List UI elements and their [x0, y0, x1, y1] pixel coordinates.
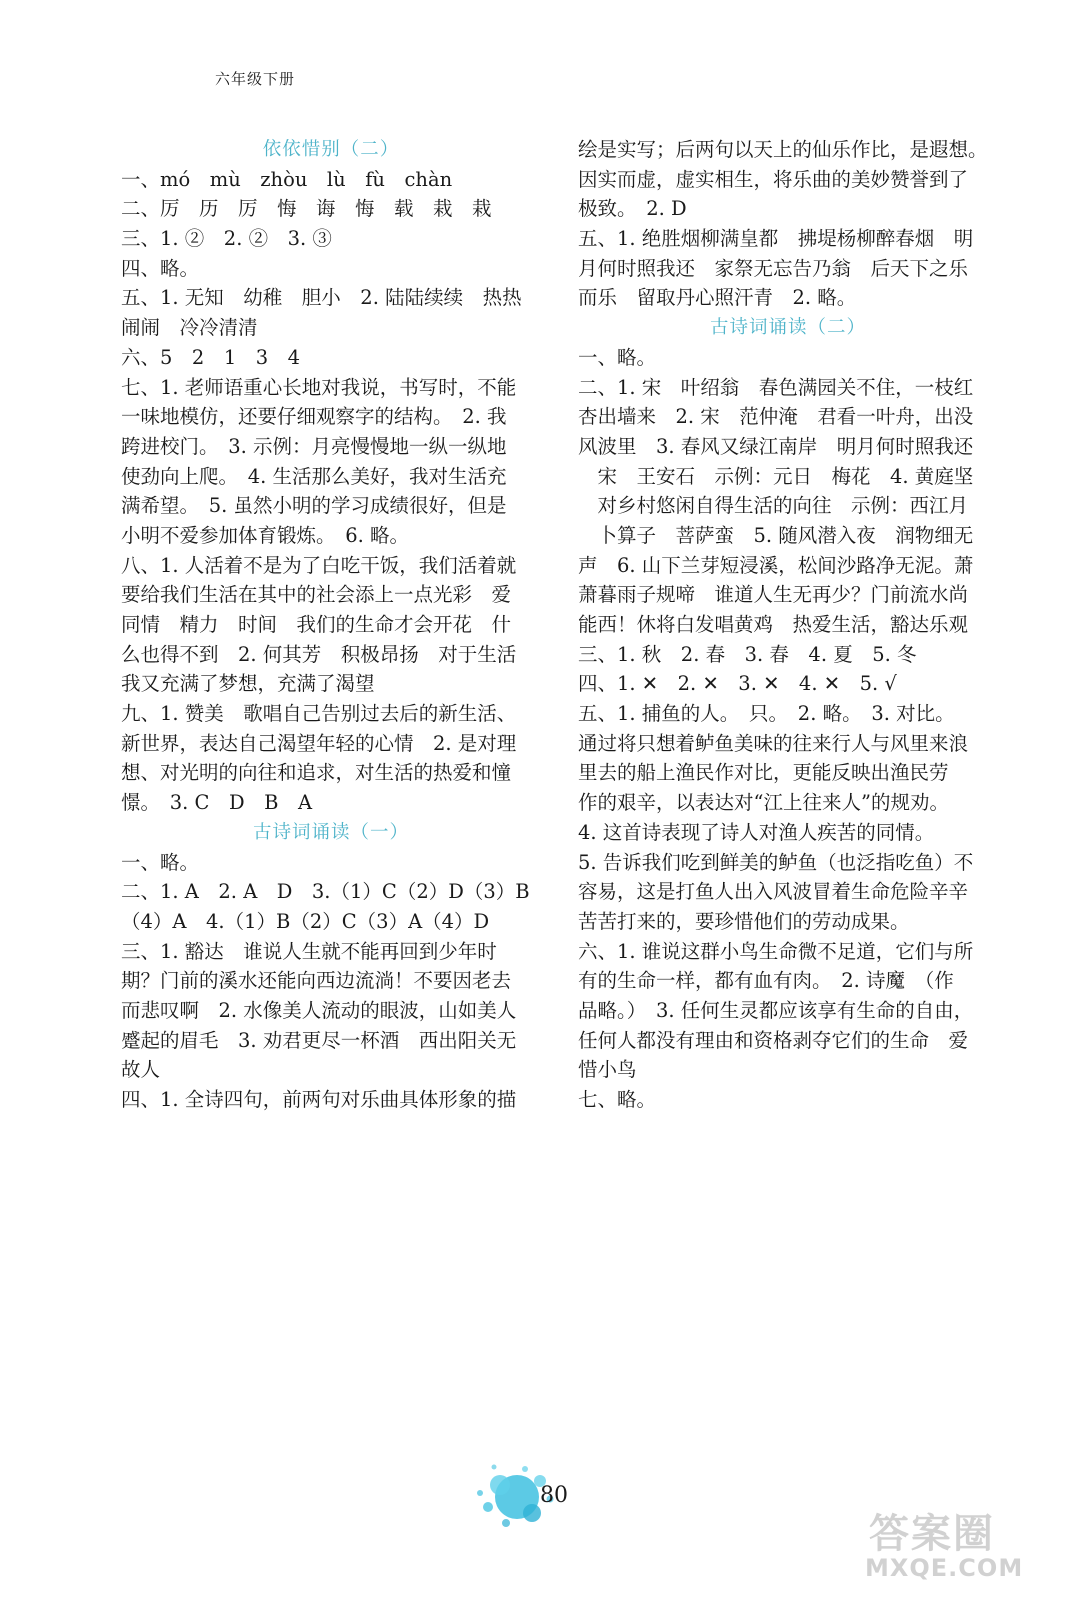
answer-line: 极致。 2. D — [578, 197, 687, 221]
answer-line: 二、1. A 2. A D 3.（1）C（2）D（3）B — [121, 880, 530, 904]
answer-line: 月何时照我还 家祭无忘告乃翁 后天下之乐 — [578, 256, 969, 280]
answer-line: 绘是实写；后两句以天上的仙乐作比，是遐想。 — [578, 138, 988, 161]
answer-line: 苦苦打来的，要珍惜他们的劳动成果。 — [578, 909, 910, 933]
answer-line: 里去的船上渔民作对比，更能反映出渔民劳 — [578, 761, 949, 785]
answer-line: 八、1. 人活着不是为了白吃干饭，我们活着就 — [121, 553, 517, 577]
answer-line: 小明不爱参加体育锻炼。 6. 略。 — [121, 523, 410, 547]
answer-line: 四、略。 — [121, 256, 200, 280]
answer-line: 五、1. 捕鱼的人。 只。 2. 略。 3. 对比。 — [578, 702, 955, 726]
answer-line: 一味地模仿，还要仔细观察字的结构。 2. 我 — [121, 405, 507, 429]
answer-line: 九、1. 赞美 歌唱自己告别过去后的新生活、 — [121, 702, 517, 726]
watermark — [861, 1502, 1051, 1592]
answer-line: 一、略。 — [121, 850, 200, 874]
watermark-logo-text: 答案圈 — [869, 1511, 995, 1557]
answer-line: 使劲向上爬。 4. 生活那么美好，我对生活充 — [121, 464, 507, 488]
answer-line: 萧暮雨子规啼 谁道人生无再少？门前流水尚 — [578, 583, 969, 607]
answer-line: 二、厉 历 厉 悔 诲 悔 载 栽 栽 — [121, 197, 492, 221]
answer-line: 六、1. 谁说这群小鸟生命微不足道，它们与所 — [578, 939, 974, 963]
answer-line: 新世界，表达自己渴望年轻的心情 2. 是对理 — [121, 731, 517, 755]
answer-line: 通过将只想着鲈鱼美味的往来行人与风里来浪 — [578, 731, 969, 755]
answer-line: 六、5 2 1 3 4 — [121, 345, 301, 369]
section-heading: 古诗词诵读（二） — [709, 317, 866, 339]
section-heading: 古诗词诵读（一） — [252, 821, 409, 843]
answer-line: 七、1. 老师语重心长地对我说，书写时，不能 — [121, 375, 517, 399]
answer-line: 同情 精力 时间 我们的生命才会开花 什 — [121, 613, 512, 636]
answer-line: 惜小鸟 — [578, 1058, 637, 1082]
answer-line: 一、略。 — [578, 345, 657, 369]
answer-line: 杏出墙来 2. 宋 范仲淹 君看一叶舟，出没 — [578, 405, 974, 429]
answer-line: 四、1. 全诗四句，前两句对乐曲具体形象的描 — [121, 1088, 517, 1111]
right-column — [578, 135, 998, 1115]
answer-line: 品略。） 3. 任何生灵都应该享有生命的自由， — [578, 998, 974, 1022]
answer-line: 跨进校门。 3. 示例：月亮慢慢地一纵一纵地 — [121, 434, 507, 458]
answer-line: 憬。 3. C D B A — [121, 791, 313, 815]
answer-line: 四、1. ✕ 2. ✕ 3. ✕ 4. ✕ 5. √ — [578, 672, 897, 696]
answer-line: 闹闹 冷冷清清 — [121, 316, 258, 340]
answer-line: 二、1. 宋 叶绍翁 春色满园关不住，一枝红 — [578, 375, 974, 399]
answer-line: 七、略。 — [578, 1088, 657, 1111]
page-number: 80 — [540, 1483, 568, 1508]
answer-line: 故人 — [121, 1058, 161, 1082]
answer-line: 一、mó mù zhòu lù fù chàn — [121, 167, 453, 191]
answer-line: 风波里 3. 春风又绿江南岸 明月何时照我还 — [578, 434, 974, 458]
answer-line: 作的艰辛，以表达对“江上往来人”的规劝。 — [578, 791, 949, 815]
watermark-url: MXQE.COM — [865, 1554, 1024, 1582]
answer-line: 5. 告诉我们吃到鲜美的鲈鱼（也泛指吃鱼）不 — [578, 850, 974, 874]
answer-line: 因实而虚，虚实相生，将乐曲的美妙赞誉到了 — [578, 167, 969, 191]
answer-line: 宋 王安石 示例：元日 梅花 4. 黄庭坚 — [578, 464, 974, 488]
answer-line: 三、1. 豁达 谁说人生就不能再回到少年时 — [121, 939, 497, 963]
answer-line: 五、1. 绝胜烟柳满皇都 拂堤杨柳醉春烟 明 — [578, 227, 974, 251]
answer-line: 三、1. ② 2. ② 3. ③ — [121, 227, 332, 251]
answer-line: 蹙起的眉毛 3. 劝君更尽一杯酒 西出阳关无 — [121, 1028, 517, 1052]
answer-line: 容易，这是打鱼人出入风波冒着生命危险辛辛 — [578, 880, 969, 904]
answer-line: 我又充满了梦想，充满了渴望 — [121, 672, 375, 696]
answer-line: 卜算子 菩萨蛮 5. 随风潜入夜 润物细无 — [578, 523, 974, 547]
answer-line: 能西！休将白发唱黄鸡 热爱生活，豁达乐观 — [578, 613, 969, 636]
answer-line: 有的生命一样，都有血有肉。 2. 诗魔 （作 — [578, 969, 954, 993]
answer-line: 五、1. 无知 幼稚 胆小 2. 陆陆续续 热热 — [121, 286, 522, 310]
answer-line: 而悲叹啊 2. 水像美人流动的眼波，山如美人 — [121, 998, 517, 1022]
section-heading: 依依惜别（二） — [262, 139, 400, 160]
answer-line: 而乐 留取丹心照汗青 2. 略。 — [578, 286, 857, 310]
answer-line: 满希望。 5. 虽然小明的学习成绩很好，但是 — [121, 494, 507, 518]
left-column — [121, 135, 541, 1115]
grade-label: 六年级下册 — [215, 70, 296, 88]
answer-line: 对乡村悠闲自得生活的向往 示例：西江月 — [578, 494, 969, 518]
answer-line: 期？门前的溪水还能向西边流淌！不要因老去 — [121, 969, 512, 993]
answer-line: 么也得不到 2. 何其芳 积极昂扬 对于生活 — [121, 642, 517, 666]
answer-line: 三、1. 秋 2. 春 3. 春 4. 夏 5. 冬 — [578, 642, 917, 666]
answer-line: 任何人都没有理由和资格剥夺它们的生命 爱 — [578, 1028, 969, 1052]
answer-line: 要给我们生活在其中的社会添上一点光彩 爱 — [121, 583, 512, 607]
answer-line: 声 6. 山下兰芽短浸溪，松间沙路净无泥。萧 — [578, 553, 974, 577]
answer-line: （4）A 4.（1）B（2）C（3）A（4）D — [121, 909, 490, 933]
answer-line: 想、对光明的向往和追求，对生活的热爱和憧 — [121, 761, 512, 785]
answer-line: 4. 这首诗表现了诗人对渔人疾苦的同情。 — [578, 820, 935, 844]
